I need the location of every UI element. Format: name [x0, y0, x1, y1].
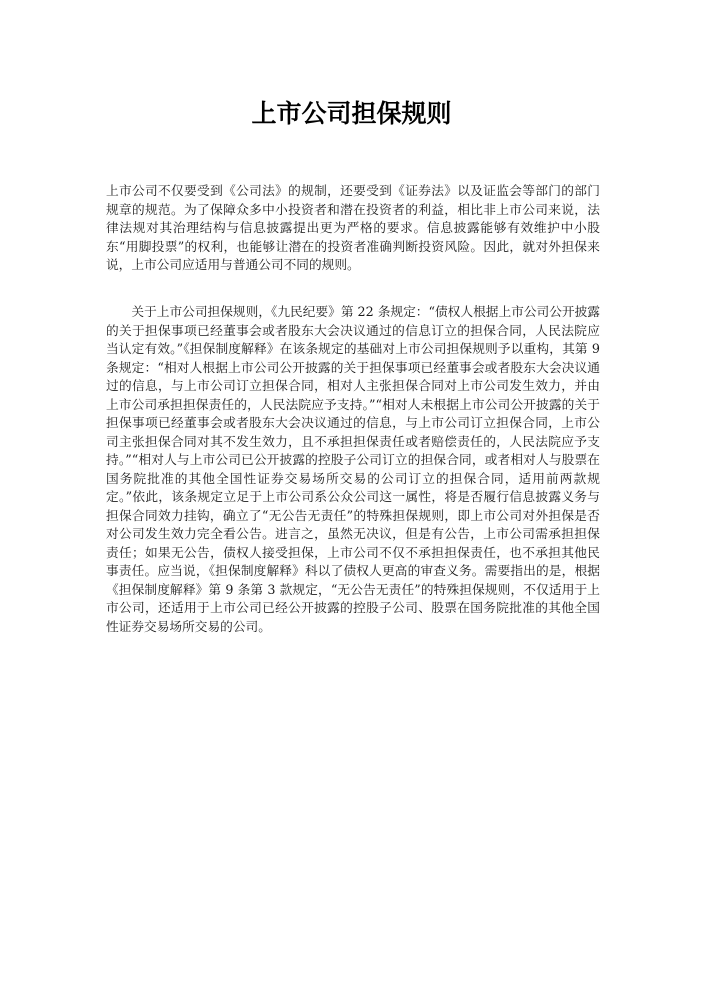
- paragraph-intro: 上市公司不仅要受到《公司法》的规制，还要受到《证券法》以及证监会等部门的部门规章的规范。为了保障众多中小投资者和潜在投资者的利益，相比非上市公司来说，法律法规对其治理结构与信息披露提出更为严格的要求。信息披露能够有效维护中小股东“用脚投票”的权利，也能够让潜在的投资者准确判断投资风险。因此，就对外担保来说，上市公司应适用与普通公司不同的规则。: [106, 183, 600, 272]
- document-title: 上市公司担保规则: [251, 99, 452, 128]
- paragraph-guarantee-rules: 关于上市公司担保规则，《九民纪要》第 22 条规定：“债权人根据上市公司公开披露的关于担保事项已经董事会或者股东大会决议通过的信息订立的担保合同，人民法院应当认定有效。”《担保制度解释》在该条规定的基础对上市公司担保规则予以重构，其第 9 条规定：“相对人根据上市公司公开披露的关于担保事项已经董事会或者股东大会决议通过的信息，与上市公司订立担保合同，相对人主张担保合同对上市公司发生效力，并由上市公司承担担保责任的，人民法院应予支持。”“相对人未根据上市公司公开披露的关于担保事项已经董事会或者股东大会决议通过的信息，与上市公司订立担保合同，上市公司主张担保合同对其不发生效力，且不承担担保责任或者赔偿责任的，人民法院应予支持。”“相对人与上市公司已公开披露的控股子公司订立的担保合同，或者相对人与股票在国务院批准的其他全国性证券交易场所交易的公司订立的担保合同，适用前两款规定。”依此，该条规定立足于上市公司系公众公司这一属性，将是否履行信息披露义务与担保合同效力挂钩，确立了“无公告无责任”的特殊担保规则，即上市公司对外担保是否对公司发生效力完全看公告。进言之，虽然无决议，但是有公告，上市公司需承担担保责任；如果无公告，债权人接受担保，上市公司不仅不承担担保责任，也不承担其他民事责任。应当说，《担保制度解释》科以了债权人更高的审查义务。需要指出的是，根据《担保制度解释》第 9 条第 3 款规定，“无公告无责任”的特殊担保规则，不仅适用于上市公司，还适用于上市公司已经公开披露的控股子公司、股票在国务院批准的其他全国性证券交易场所交易的公司。: [106, 304, 600, 634]
